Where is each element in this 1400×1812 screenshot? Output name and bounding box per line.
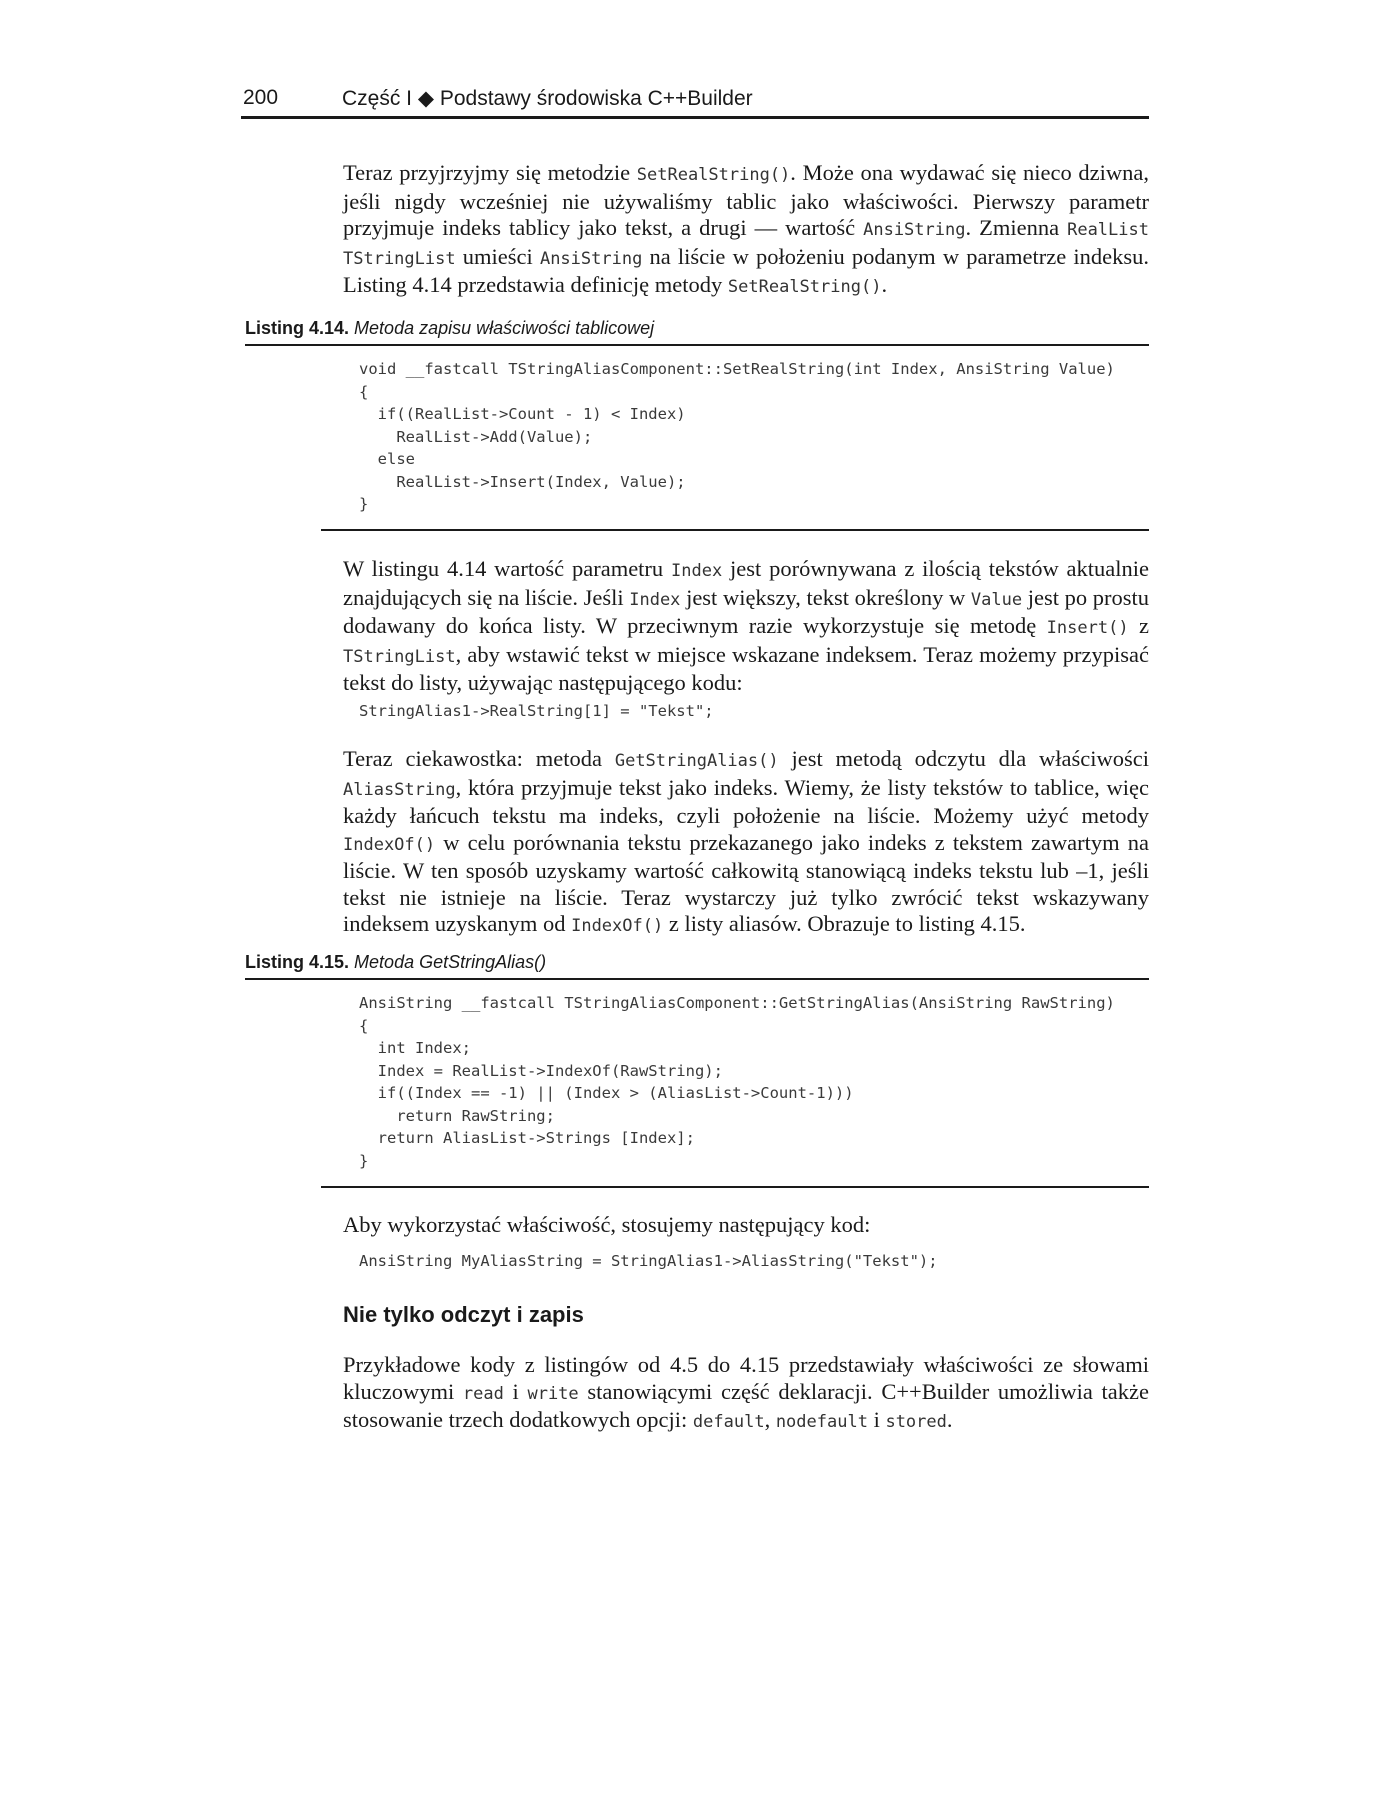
inline-code: read [462,1383,504,1404]
listing-4-15-end-rule [321,1186,1149,1188]
section-heading: Nie tylko odczyt i zapis [343,1302,584,1327]
text: Teraz przyjrzyjmy się metodzie [343,160,637,185]
running-title: Część I ◆ Podstawy środowiska C++Builder [342,87,753,110]
text: , która przyjmuje tekst jako indeks. Wiemy, że listy tekstów to tablice, więc każdy łańcuch tekstu ma indeks, czyli położenie na liście. Możemy użyć metody [343,774,1149,828]
page-header [241,80,1149,119]
text: z listy aliasów. Obrazuje to listing 4.15. [663,911,1026,936]
inline-code: write [527,1383,579,1404]
listing-number: Listing 4.14. [245,318,350,338]
listing-caption: Metoda zapisu właściwości tablicowej [354,318,655,338]
paragraph-5 [343,1352,1149,1436]
page-number: 200 [243,86,279,109]
listing-4-14-end-rule [321,529,1149,531]
inline-code: SetRealString() [636,165,791,185]
text: . [946,1407,953,1432]
text: na liście w położeniu podanym w parametrze indeksu. Listing 4.14 przedstawia definicję metody [343,243,1149,297]
inline-code: Insert() [1046,618,1129,638]
inline-code: TStringList [343,646,456,667]
text: W listingu 4.14 wartość parametru [343,556,671,581]
inline-code: IndexOf() [343,834,436,855]
text: umieści [455,243,540,269]
paragraph-3-text [343,746,1149,940]
text: Teraz ciekawostka: metoda [343,746,615,771]
listing-number: Listing 4.15. [245,952,350,972]
text: . Zmienna [965,215,1068,240]
inline-code: RealList TStringList [343,220,1149,269]
inline-code: nodefault [775,1412,868,1432]
text: Przykładowe kody z listingów od 4.5 do 4.15 przedstawiały właściwości ze słowami kluczowymi [343,1352,1149,1404]
inline-code: stored [885,1412,947,1432]
inline-code: Index [629,589,681,610]
listing-caption: Metoda GetStringAlias() [354,952,547,972]
text: jest większy, tekst określony w [680,584,971,610]
text: w celu porównania tekstu przekazanego jako indeks z tekstem zawartym na liście. W ten sposób uzyskamy wartość całkowitą stanowiącą indeks tekstu lub –1, jeśli tekst nie istnieje na liście. Teraz wystarczy już tylko zwrócić tekst wskazywany indeksem uzyskanym od [343,829,1149,936]
inline-code: default [692,1412,765,1432]
paragraph-5-text [343,1352,1149,1436]
code-use-example: AnsiString MyAliasString = StringAlias1->AliasString("Tekst"); [359,1252,938,1270]
text: , aby wstawić tekst w miejsce wskazane indeksem. Teraz możemy przypisać tekst do listy, używając następującego kodu: [343,641,1149,695]
paragraph-1-text [343,160,1149,301]
code-listing-4-14: void __fastcall TStringAliasComponent::SetRealString(int Index, AnsiString Value) { if((RealList->Count - 1) < Index) RealList->Add(Value); else RealList->Insert(Index, Value); } [359,360,1115,513]
text: i [503,1378,528,1404]
inline-code: SetRealString() [727,277,882,297]
text: . [881,272,888,297]
code-assign-example: StringAlias1->RealString[1] = "Tekst"; [359,702,714,720]
paragraph-4 [343,1212,1149,1239]
inline-code: AnsiString [863,220,966,240]
paragraph-2 [343,556,1149,697]
paragraph-2-text [343,556,1149,697]
text: jest metodą odczytu dla właściwości [778,746,1149,771]
text: stanowiącymi część deklaracji. C++Builder umożliwia także stosowanie trzech dodatkowych opcji: [343,1378,1149,1432]
text: jest po prostu dodawany do końca listy. W przeciwnym razie wykorzystuje się metodę [343,584,1149,638]
listing-4-15-title [245,952,1149,980]
inline-code: IndexOf() [571,916,664,936]
paragraph-4-text: Aby wykorzystać właściwość, stosujemy następujący kod: [343,1212,871,1237]
paragraph-3 [343,746,1149,940]
text: , [764,1407,776,1432]
text: jest porównywana z ilością tekstów aktualnie znajdujących się na liście. Jeśli [343,556,1149,610]
text: . Może ona wydawać się nieco dziwna, jeśli nigdy wcześniej nie używaliśmy tablic jako właściwości. Pierwszy parametr przyjmuje indeks tablicy jako tekst, a drugi — wartość [343,160,1149,240]
text: z [1128,613,1149,638]
code-listing-4-15: AnsiString __fastcall TStringAliasComponent::GetStringAlias(AnsiString RawString) { int Index; Index = RealList->IndexOf(RawString); if((Index == -1) || (Index > (AliasList->Count-1))) return RawString; return AliasList->Strings [Index]; } [359,994,1115,1170]
listing-4-14-title [245,318,1149,346]
inline-code: Value [970,589,1023,610]
text: i [867,1407,886,1432]
inline-code: Index [671,561,723,581]
inline-code: AnsiString [539,248,643,269]
paragraph-1 [343,160,1149,301]
inline-code: GetStringAlias() [614,751,779,771]
inline-code: AliasString [343,779,456,800]
